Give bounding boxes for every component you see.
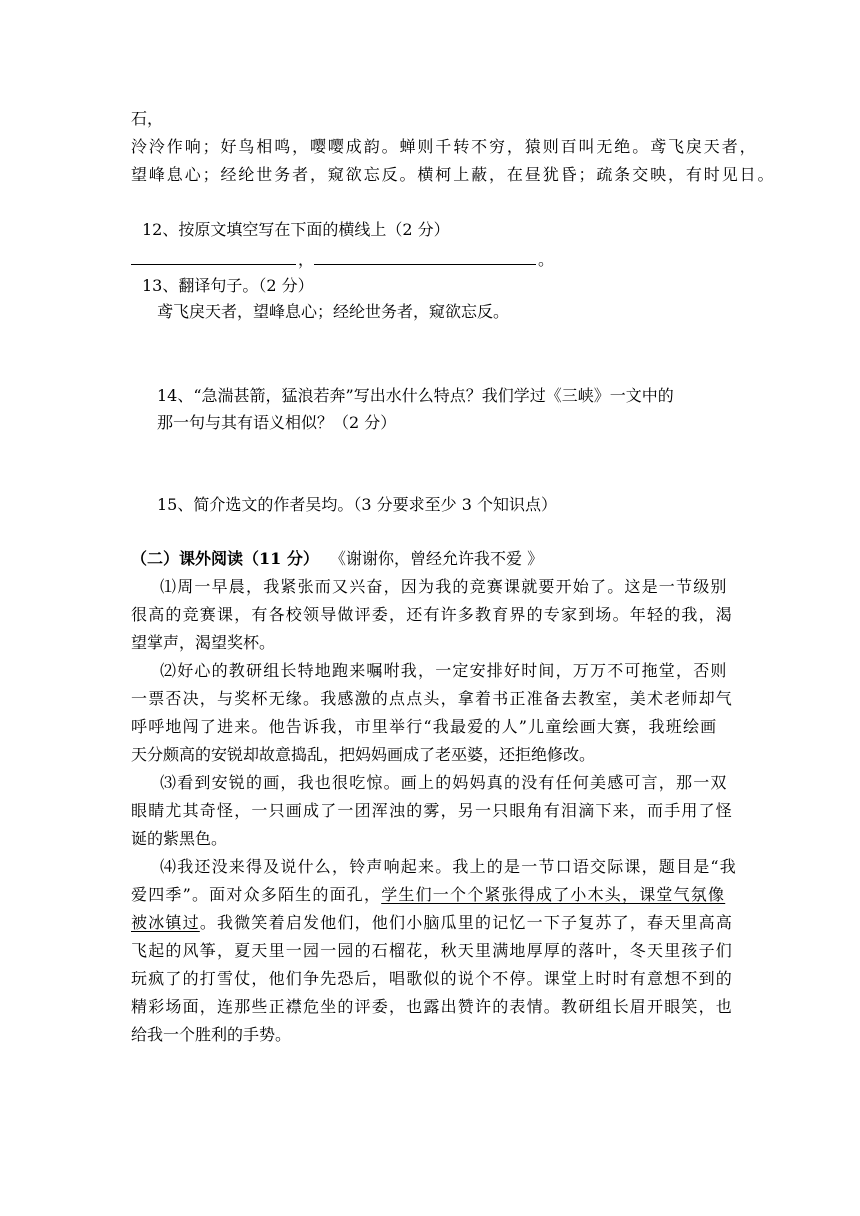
- article-line: 一票否决，与奖杯无缘。我感激的点点头，拿着书正准备去教室，美术老师却气: [131, 689, 734, 708]
- article-line: ⑶看到安锐的画，我也很吃惊。画上的妈妈真的没有任何美感可言，那一双: [160, 773, 728, 792]
- underlined-sentence: 被冰镇过: [131, 913, 200, 932]
- answer-blank[interactable]: [314, 264, 536, 265]
- question-14-line: 14、“急湍甚箭，猛浪若奔”写出水什么特点？我们学过《三峡》一文中的: [157, 386, 674, 405]
- article-line: 望掌声，渴望奖杯。: [131, 633, 276, 652]
- article-text: 爱四季”。面对众多陌生的面孔，: [131, 885, 382, 904]
- question-13-sentence: 鸢飞戾天者，望峰息心；经纶世务者，窥欲忘反。: [157, 302, 510, 321]
- passage-line: 石，: [131, 109, 164, 128]
- article-line: 玩疯了的打雪仗，他们争先恐后，唱歌似的说个不停。课堂上时时有意想不到的: [131, 969, 734, 988]
- punctuation-period: 。: [538, 250, 555, 269]
- passage-line: 望峰息心；经纶世务者，窥欲忘反。横柯上蔽，在昼犹昏；疏条交映，有时见日。: [131, 165, 776, 184]
- section-heading: （二）课外阅读（11 分）: [131, 549, 319, 568]
- question-13: 13、翻译句子。（2 分）: [142, 276, 314, 295]
- article-line: 呼呼地闯了进来。他告诉我，市里举行“我最爱的人”儿童绘画大赛，我班绘画: [131, 717, 718, 736]
- article-line: ⑴周一早晨，我紧张而又兴奋，因为我的竞赛课就要开始了。这是一节级别: [160, 577, 728, 596]
- question-14-line: 那一句与其有语义相似？（2 分）: [157, 413, 397, 432]
- punctuation-comma: ，: [298, 250, 315, 269]
- question-12: 12、按原文填空写在下面的横线上（2 分）: [142, 220, 450, 239]
- underlined-sentence: 学生们一个个紧张得成了小木头，课堂气氛像: [381, 885, 726, 904]
- article-line: 给我一个胜利的手势。: [131, 1025, 292, 1044]
- article-line: 飞起的风筝，夏天里一园一园的石榴花，秋天里满地厚厚的落叶，冬天里孩子们: [131, 941, 734, 960]
- article-line: ⑷我还没来得及说什么，铃声响起来。我上的是一节口语交际课，题目是“我: [160, 857, 737, 876]
- question-15: 15、简介选文的作者吴均。（3 分要求至少 3 个知识点）: [157, 495, 557, 514]
- answer-blank[interactable]: [131, 264, 296, 265]
- article-line: 诞的紫黑色。: [131, 829, 228, 848]
- article-line: [131, 883, 725, 907]
- article-line: 眼睛尤其奇怪，一只画成了一团浑浊的雾，另一只眼角有泪滴下来，而手用了怪: [131, 801, 734, 820]
- article-line: 天分颇高的安锐却故意捣乱，把妈妈画成了老巫婆，还拒绝修改。: [131, 745, 596, 764]
- article-line: 很高的竞赛课，有各校领导做评委，还有许多教育界的专家到场。年轻的我，渴: [131, 605, 734, 624]
- article-line: 精彩场面，连那些正襟危坐的评委，也露出赞许的表情。教研组长眉开眼笑，也: [131, 997, 734, 1016]
- article-line: [131, 911, 733, 935]
- article-line: ⑵好心的教研组长特地跑来嘱咐我，一定安排好时间，万万不可拖堂，否则: [160, 661, 728, 680]
- article-title: 《谢谢你，曾经允许我不爱 》: [330, 549, 544, 568]
- article-text: 。我微笑着启发他们，他们小脑瓜里的记忆一下子复苏了，春天里高高: [199, 913, 734, 932]
- passage-line: 泠泠作响；好鸟相鸣，嘤嘤成韵。蝉则千转不穷，猿则百叫无绝。鸢飞戾天者，: [131, 137, 758, 156]
